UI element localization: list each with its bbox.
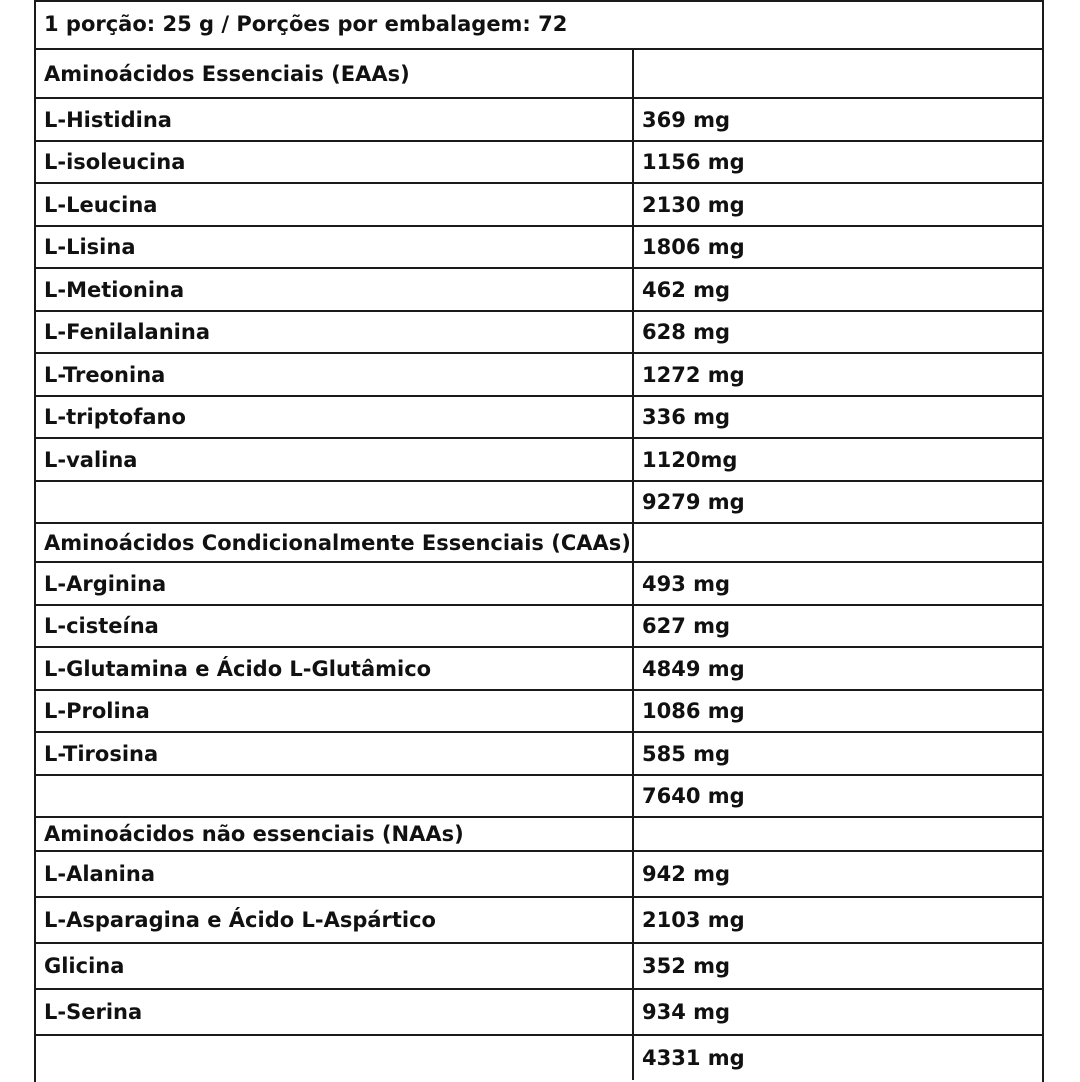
table-row	[34, 142, 1044, 184]
table-row	[34, 852, 1044, 898]
amino-acid-amount: 2103 mg	[632, 898, 1040, 942]
amino-acid-amount: 934 mg	[632, 990, 1040, 1034]
table-row	[34, 733, 1044, 776]
amino-acid-name: L-Metionina	[44, 277, 185, 302]
section-total: 9279 mg	[632, 482, 1040, 522]
section-total-row	[34, 776, 1044, 818]
amino-acid-amount: 627 mg	[632, 606, 1040, 646]
serving-info: 1 porção: 25 g / Porções por embalagem: 72	[44, 12, 568, 36]
amino-acid-name: L-Glutamina e Ácido L-Glutâmico	[44, 656, 432, 681]
table-row	[34, 563, 1044, 606]
amino-acid-amount: 942 mg	[632, 852, 1040, 896]
section-total: 4331 mg	[632, 1036, 1040, 1080]
table-row	[34, 269, 1044, 312]
nutrition-table	[34, 0, 1044, 1080]
amino-acid-name: L-Lisina	[44, 235, 136, 259]
amino-acid-amount: 628 mg	[632, 312, 1040, 352]
amino-acid-name: L-isoleucina	[44, 150, 186, 174]
table-row	[34, 184, 1044, 227]
section-title: Aminoácidos Condicionalmente Essenciais (CAAs)	[44, 530, 631, 555]
table-row	[34, 312, 1044, 354]
amino-acid-name: L-valina	[44, 447, 138, 472]
section-total-row	[34, 482, 1044, 524]
table-row	[34, 691, 1044, 733]
amino-acid-name: L-Arginina	[44, 571, 167, 596]
amino-acid-name: L-Prolina	[44, 699, 150, 723]
section-header-row	[34, 524, 1044, 563]
total-label-empty	[44, 1036, 624, 1080]
section-title: Aminoácidos Essenciais (EAAs)	[44, 61, 410, 86]
amino-acid-amount: 2130 mg	[632, 184, 1040, 225]
amino-acid-name: L-Treonina	[44, 362, 166, 387]
table-row	[34, 99, 1044, 142]
amino-acid-amount: 4849 mg	[632, 648, 1040, 689]
amino-acid-name: L-Leucina	[44, 192, 158, 217]
table-row	[34, 439, 1044, 482]
amino-acid-amount: 1120mg	[632, 439, 1040, 480]
amino-acid-name: L-Asparagina e Ácido L-Aspártico	[44, 908, 436, 932]
section-amount-empty	[632, 50, 1040, 97]
table-row	[34, 944, 1044, 990]
table-row	[34, 898, 1044, 944]
amino-acid-amount: 1086 mg	[632, 691, 1040, 731]
amino-acid-amount: 1806 mg	[632, 227, 1040, 267]
table-row	[34, 606, 1044, 648]
section-total: 7640 mg	[632, 776, 1040, 816]
amino-acid-amount: 336 mg	[632, 397, 1040, 437]
amino-acid-name: L-Fenilalanina	[44, 320, 210, 344]
table-row	[34, 990, 1044, 1036]
amino-acid-name: L-Serina	[44, 1000, 143, 1024]
table-row	[34, 648, 1044, 691]
amino-acid-amount: 352 mg	[632, 944, 1040, 988]
amino-acid-name: L-triptofano	[44, 405, 186, 429]
amino-acid-name: L-cisteína	[44, 614, 159, 638]
table-row	[34, 227, 1044, 269]
amino-acid-name: L-Alanina	[44, 862, 155, 886]
amino-acid-amount: 493 mg	[632, 563, 1040, 604]
section-title: Aminoácidos não essenciais (NAAs)	[44, 822, 464, 846]
amino-acid-amount: 1156 mg	[632, 142, 1040, 182]
serving-header-row	[34, 0, 1044, 50]
section-amount-empty	[632, 818, 1040, 850]
table-row	[34, 397, 1044, 439]
amino-acid-name: Glicina	[44, 954, 125, 978]
section-total-row	[34, 1036, 1044, 1080]
amino-acid-amount: 585 mg	[632, 733, 1040, 774]
amino-acid-amount: 1272 mg	[632, 354, 1040, 395]
total-label-empty	[44, 482, 624, 522]
section-amount-empty	[632, 524, 1040, 561]
amino-acid-amount: 369 mg	[632, 99, 1040, 140]
amino-acid-name: L-Tirosina	[44, 741, 159, 766]
amino-acid-amount: 462 mg	[632, 269, 1040, 310]
section-header-row	[34, 818, 1044, 852]
amino-acid-name: L-Histidina	[44, 107, 172, 132]
total-label-empty	[44, 776, 624, 816]
table-row	[34, 354, 1044, 397]
section-header-row	[34, 50, 1044, 99]
